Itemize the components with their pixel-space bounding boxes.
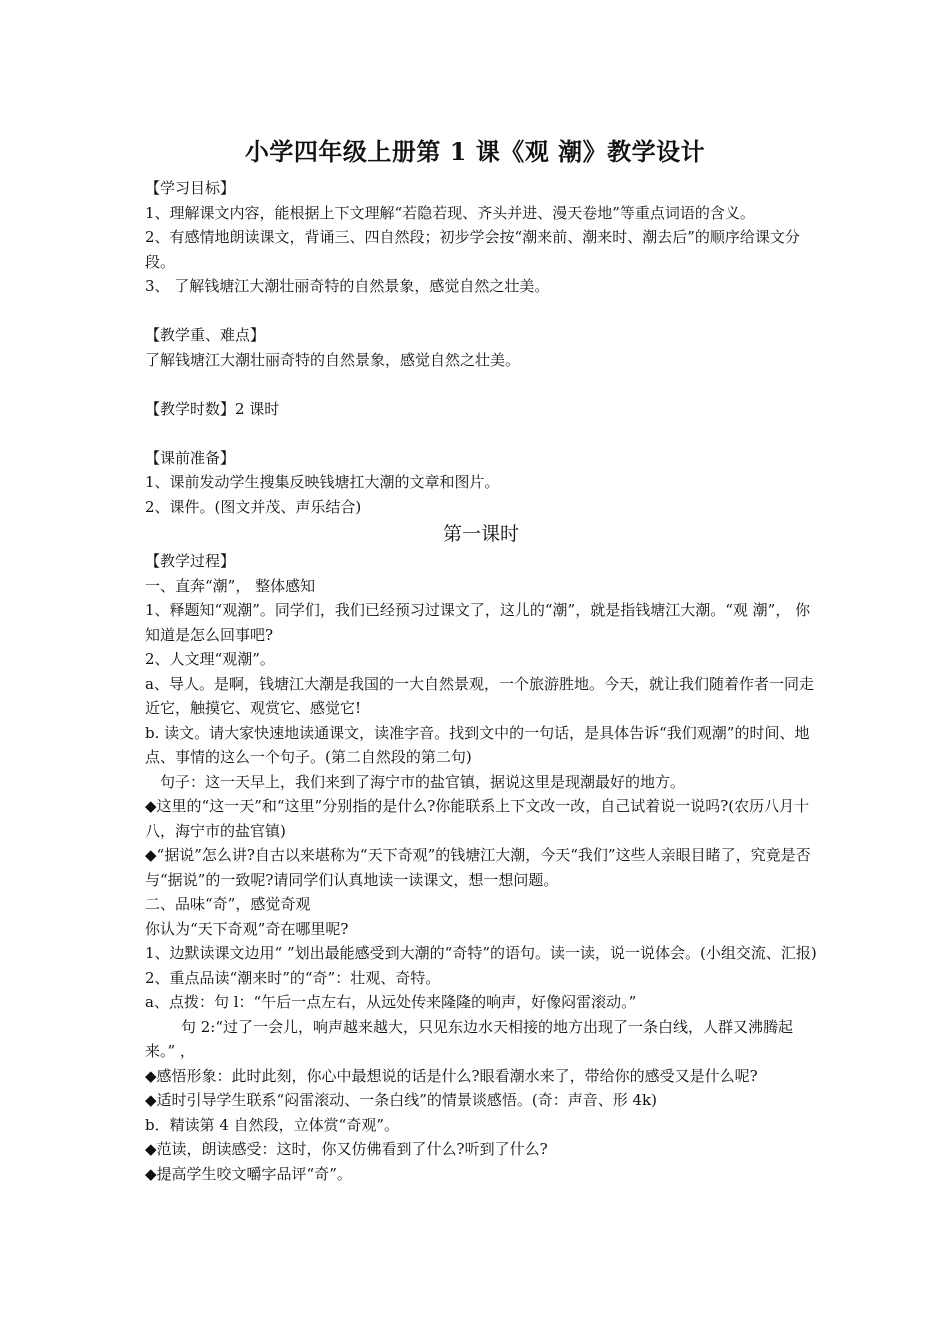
teaching-hours: 【教学时数】2 课时 xyxy=(145,399,280,418)
process-line: a、点拨：句 l：“午后一点左右，从远处传来隆隆的响声，好像闷雷滚动。” xyxy=(145,993,637,1011)
process-line: b. 读文。请大家快速地读通课文，读准字音。找到文中的一句话，是具体告诉“我们观潮”的时间、地点、事情的这么一个句子。(第二自然段的第二句) xyxy=(145,723,810,766)
document-body xyxy=(145,176,817,1186)
lesson-title: 第一课时 xyxy=(442,523,519,545)
process-line: 句 2:“过了一会儿，响声越来越大，只见东边水天相接的地方出现了一条白线，人群又沸腾起来。” ， xyxy=(145,1017,794,1060)
process-line: ◆“据说”怎么讲?自古以来堪称为“天下奇观”的钱塘江大潮，今天“我们”这些人亲眼目睹了，究竟是否与“据说”的一致呢?请同学们认真地读一读课文，想一想问题。 xyxy=(145,846,811,889)
process-line: a、导人。是啊，钱塘江大潮是我国的一大自然景观，一个旅游胜地。今天，就让我们随着作者一同走近它，触摸它、观赏它、感觉它! xyxy=(145,674,814,717)
objectives-heading: 【学习目标】 xyxy=(145,179,236,197)
process-line: 2、重点品读“潮来时”的“奇”：壮观、奇特。 xyxy=(145,968,441,987)
process-line: 你认为“天下奇观”奇在哪里呢? xyxy=(145,919,349,938)
spacer xyxy=(145,421,817,446)
process-line: ◆范读，朗读感受：这时，你又仿佛看到了什么?听到了什么? xyxy=(145,1140,548,1158)
spacer xyxy=(145,372,817,397)
objective-item-1: 1、理解课文内容，能根据上下文理解“若隐若现、齐头并进、漫天卷地”等重点词语的含义。 xyxy=(145,203,755,222)
process-line: 二、品味“奇”，感觉奇观 xyxy=(145,895,311,913)
process-line: 1、释题知“观潮”。同学们，我们已经预习过课文了，这儿的“潮”，就是指钱塘江大潮。“观 潮”， 你知道是怎么回事吧? xyxy=(145,601,811,644)
process-line: 2、人文理“观潮”。 xyxy=(145,650,275,668)
process-line: ◆提高学生咬文嚼字品评“奇”。 xyxy=(145,1164,352,1183)
process-heading: 【教学过程】 xyxy=(145,552,236,570)
objective-item-2: 2、有感情地朗读课文，背诵三、四自然段；初步学会按“潮来前、潮来时、潮去后”的顺序给课文分段。 xyxy=(145,228,800,271)
process-line: ◆适时引导学生联系“闷雷滚动、一条白线”的情景谈感悟。(奇：声音、形 4k) xyxy=(145,1091,657,1109)
objective-item-3: 3、 了解钱塘江大潮壮丽奇特的自然景象，感觉自然之壮美。 xyxy=(145,277,550,295)
key-points-heading: 【教学重、难点】 xyxy=(145,326,266,344)
document-title: 小学四年级上册第 1 课《观 潮》教学设计 xyxy=(244,137,706,166)
preparation-heading: 【课前准备】 xyxy=(145,448,236,467)
process-line: ◆感悟形象：此时此刻，你心中最想说的话是什么?眼看潮水来了，带给你的感受又是什么呢? xyxy=(145,1066,758,1085)
process-line: b．精读第 4 自然段，立体赏“奇观”。 xyxy=(145,1115,400,1134)
process-line: 1、边默读课文边用“ ”划出最能感受到大潮的“奇特”的语句。读一读，说一说体会。(小组交流、汇报) xyxy=(145,944,817,962)
preparation-item-2: 2、课件。(图文并茂、声乐结合) xyxy=(145,497,362,516)
preparation-item-1: 1、课前发动学生搜集反映钱塘扛大潮的文章和图片。 xyxy=(145,473,500,491)
process-line: ◆这里的“这一天”和“这里”分别指的是什么?你能联系上下文改一改，自己试着说一说吗?(农历八月十八，海宁市的盐官镇) xyxy=(145,797,810,840)
process-line: 一、直奔“潮”， 整体感知 xyxy=(145,576,316,595)
process-line: 句子：这一天早上，我们来到了海宁市的盐官镇，据说这里是现潮最好的地方。 xyxy=(160,772,686,791)
spacer xyxy=(145,299,817,324)
key-points-text: 了解钱塘江大潮壮丽奇特的自然景象，感觉自然之壮美。 xyxy=(145,350,521,369)
